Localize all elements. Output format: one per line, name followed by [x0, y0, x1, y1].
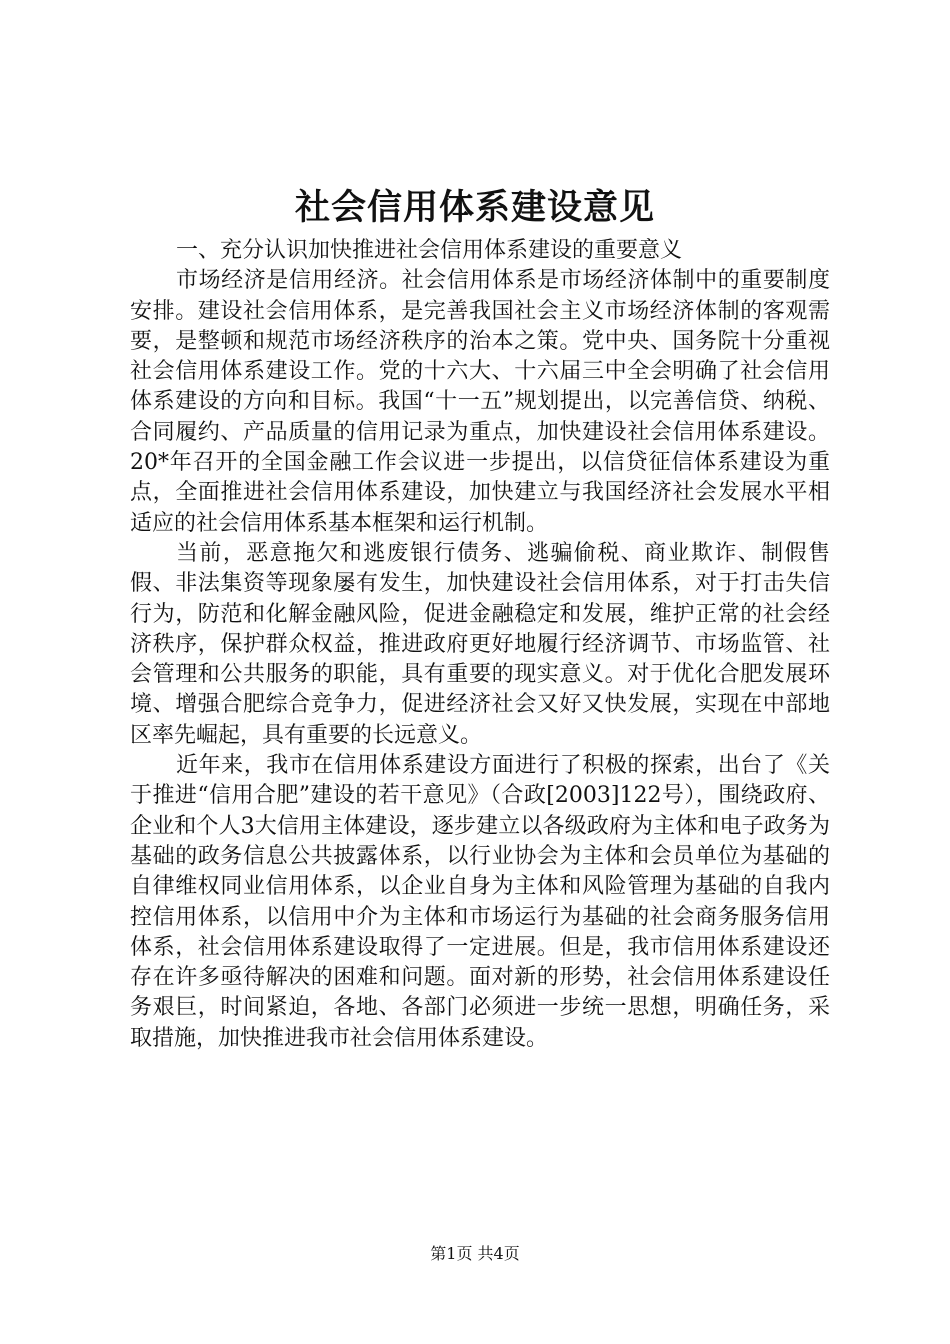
- paragraph: 近年来，我市在信用体系建设方面进行了积极的探索，出台了《关于推进“信用合肥”建设的若干意见》（合政[2003]122号），围绕政府、企业和个人3大信用主体建设，逐步建立以各级政府为主体和电子政务为基础的政务信息公共披露体系，以行业协会为主体和会员单位为基础的自律维权同业信用体系，以企业自身为主体和风险管理为基础的自我内控信用体系，以信用中介为主体和市场运行为基础的社会商务服务信用体系，社会信用体系建设取得了一定进展。但是，我市信用体系建设还存在许多亟待解决的困难和问题。面对新的形势，社会信用体系建设任务艰巨，时间紧迫，各地、各部门必须进一步统一思想，明确任务，采取措施，加快推进我市社会信用体系建设。: [130, 753, 830, 1051]
- paragraph: 当前，恶意拖欠和逃废银行债务、逃骗偷税、商业欺诈、制假售假、非法集资等现象屡有发生，加快建设社会信用体系，对于打击失信行为，防范和化解金融风险，促进金融稳定和发展，维护正常的社会经济秩序，保护群众权益，推进政府更好地履行经济调节、市场监管、社会管理和公共服务的职能，具有重要的现实意义。对于优化合肥发展环境、增强合肥综合竞争力，促进经济社会又好又快发展，实现在中部地区率先崛起，具有重要的长远意义。: [130, 540, 830, 748]
- paragraph: 市场经济是信用经济。社会信用体系是市场经济体制中的重要制度安排。建设社会信用体系，是完善我国社会主义市场经济体制的客观需要，是整顿和规范市场经济秩序的治本之策。党中央、国务院十分重视社会信用体系建设工作。党的十六大、十六届三中全会明确了社会信用体系建设的方向和目标。我国“十一五”规划提出，以完善信贷、纳税、合同履约、产品质量的信用记录为重点，加快建设社会信用体系建设。20*年召开的全国金融工作会议进一步提出，以信贷征信体系建设为重点，全面推进社会信用体系建设，加快建立与我国经济社会发展水平相适应的社会信用体系基本框架和运行机制。: [130, 268, 830, 536]
- document-title: 社会信用体系建设意见: [294, 187, 655, 228]
- document-body: [130, 236, 830, 1054]
- section-heading: 一、充分认识加快推进社会信用体系建设的重要意义: [176, 238, 683, 263]
- page-number-footer: 第1页 共4页: [430, 1244, 520, 1263]
